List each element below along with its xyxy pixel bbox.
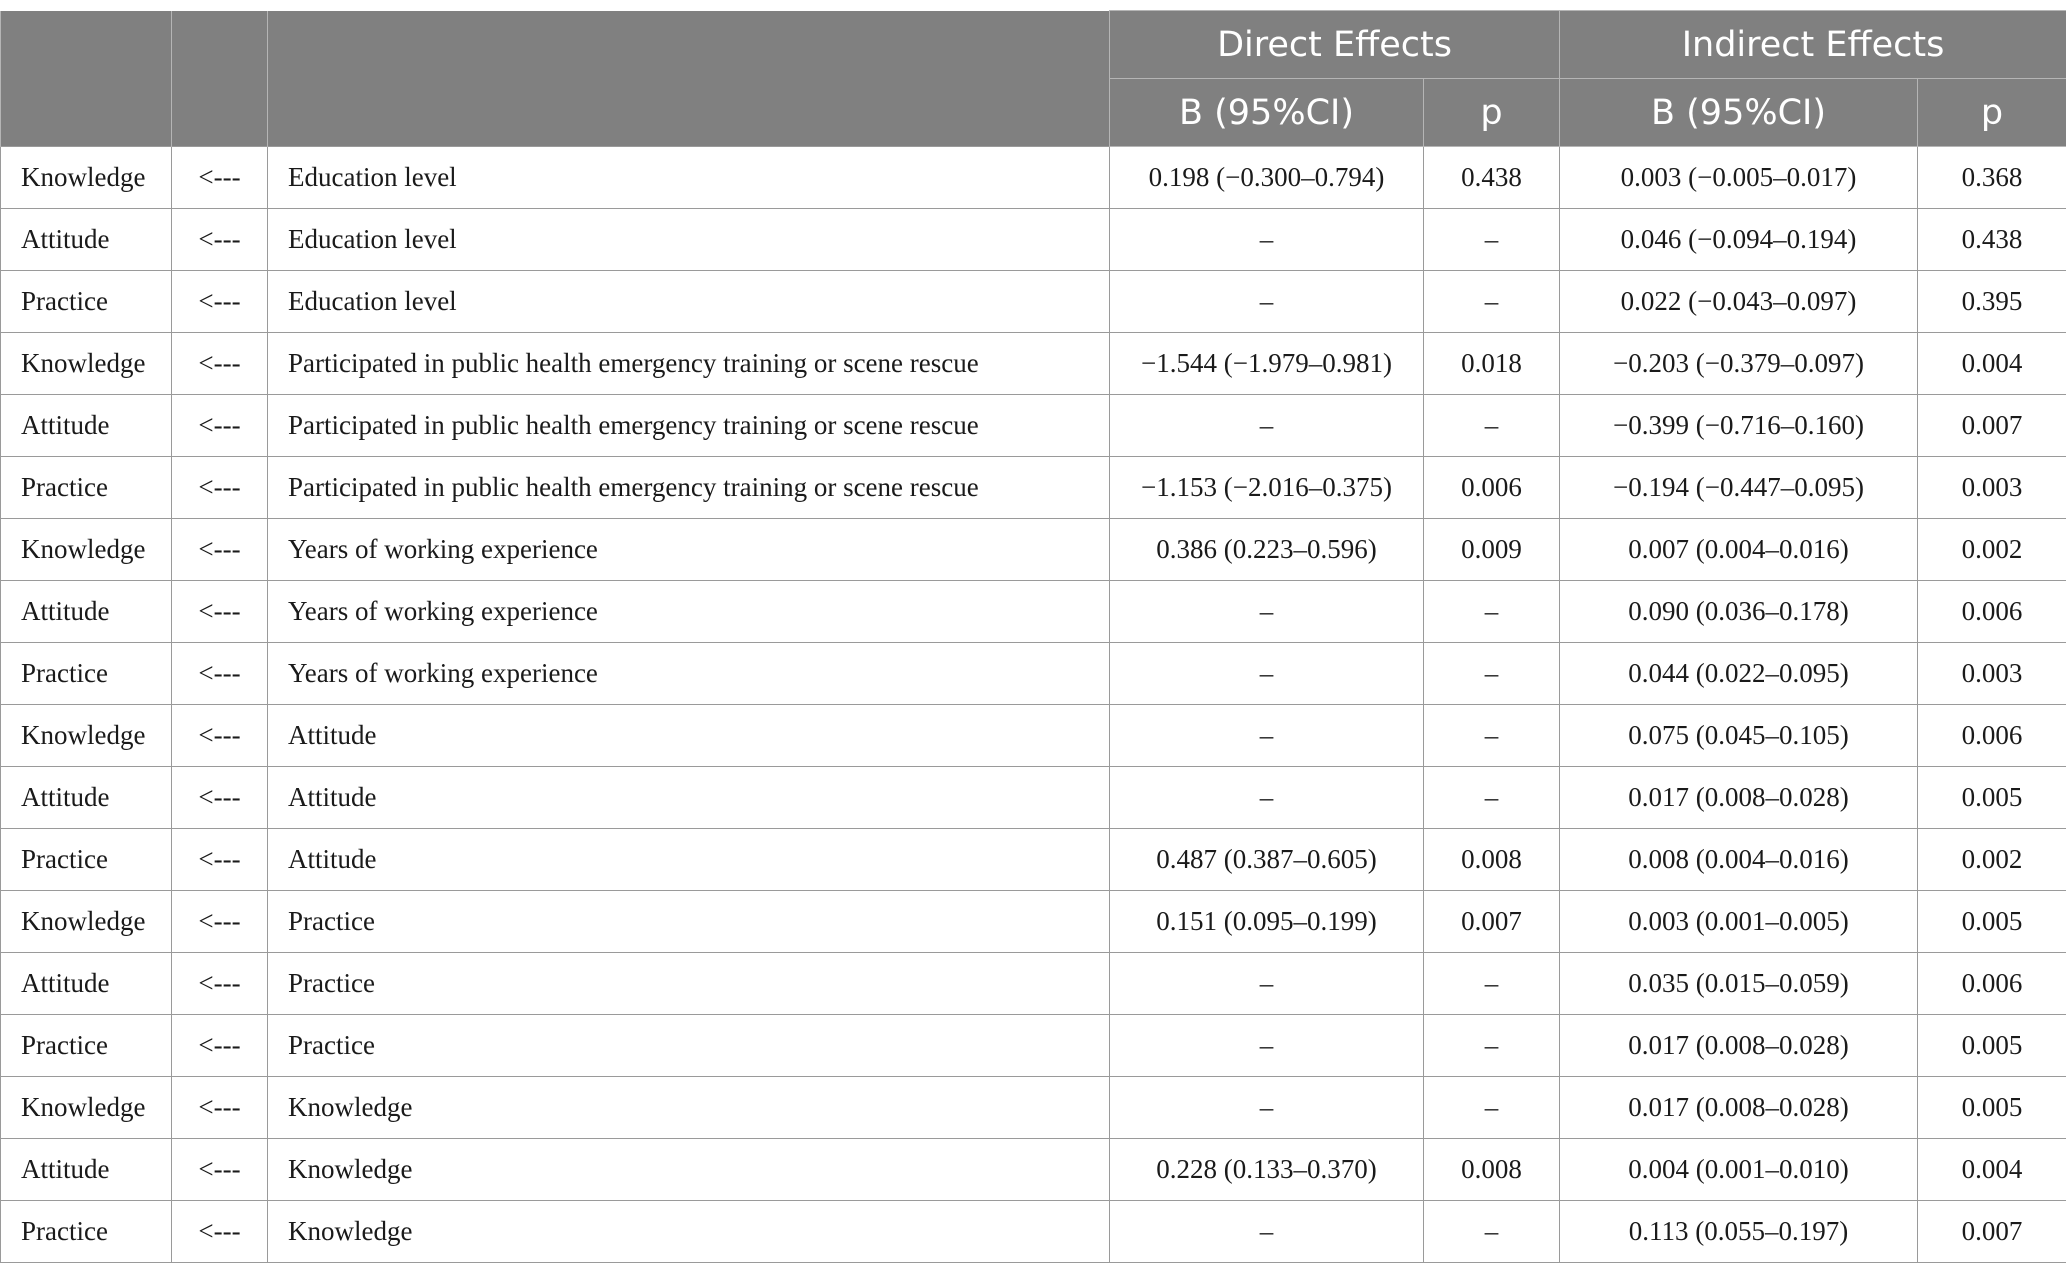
cell-direct-p: 0.438	[1424, 147, 1560, 209]
cell-direct-p: –	[1424, 767, 1560, 829]
cell-arrow: <---	[172, 829, 268, 891]
cell-predictor: Practice	[268, 1015, 1110, 1077]
cell-direct-p: –	[1424, 1201, 1560, 1263]
cell-direct-p: 0.007	[1424, 891, 1560, 953]
cell-indirect-b-ci: 0.046 (−0.094–0.194)	[1560, 209, 1918, 271]
cell-arrow: <---	[172, 767, 268, 829]
cell-indirect-p: 0.438	[1918, 209, 2066, 271]
cell-outcome: Knowledge	[1, 1077, 172, 1139]
cell-outcome: Knowledge	[1, 333, 172, 395]
cell-indirect-b-ci: −0.194 (−0.447–0.095)	[1560, 457, 1918, 519]
cell-arrow: <---	[172, 271, 268, 333]
cell-arrow: <---	[172, 891, 268, 953]
table-row	[1, 1077, 2066, 1139]
cell-indirect-b-ci: 0.044 (0.022–0.095)	[1560, 643, 1918, 705]
cell-indirect-b-ci: 0.003 (0.001–0.005)	[1560, 891, 1918, 953]
cell-direct-b-ci: −1.153 (−2.016–0.375)	[1110, 457, 1424, 519]
table-row	[1, 767, 2066, 829]
cell-predictor: Practice	[268, 891, 1110, 953]
header-indirect-p: p	[1918, 79, 2066, 147]
effects-table	[0, 10, 2066, 1263]
cell-arrow: <---	[172, 705, 268, 767]
cell-predictor: Years of working experience	[268, 581, 1110, 643]
cell-direct-p: –	[1424, 643, 1560, 705]
cell-outcome: Practice	[1, 1201, 172, 1263]
cell-predictor: Attitude	[268, 705, 1110, 767]
cell-arrow: <---	[172, 1201, 268, 1263]
cell-direct-b-ci: –	[1110, 953, 1424, 1015]
cell-indirect-b-ci: 0.075 (0.045–0.105)	[1560, 705, 1918, 767]
cell-direct-b-ci: –	[1110, 1201, 1424, 1263]
cell-outcome: Attitude	[1, 1139, 172, 1201]
cell-arrow: <---	[172, 1015, 268, 1077]
cell-indirect-b-ci: 0.017 (0.008–0.028)	[1560, 1077, 1918, 1139]
cell-outcome: Practice	[1, 829, 172, 891]
cell-indirect-p: 0.005	[1918, 1077, 2066, 1139]
cell-indirect-p: 0.002	[1918, 829, 2066, 891]
cell-direct-p: –	[1424, 1077, 1560, 1139]
cell-indirect-b-ci: 0.004 (0.001–0.010)	[1560, 1139, 1918, 1201]
cell-direct-b-ci: −1.544 (−1.979–0.981)	[1110, 333, 1424, 395]
table-row	[1, 457, 2066, 519]
table-body	[1, 147, 2066, 1263]
header-blank-arrow	[172, 11, 268, 147]
cell-indirect-b-ci: 0.035 (0.015–0.059)	[1560, 953, 1918, 1015]
header-direct-b-ci: B (95%CI)	[1110, 79, 1424, 147]
cell-indirect-b-ci: 0.022 (−0.043–0.097)	[1560, 271, 1918, 333]
table-row	[1, 829, 2066, 891]
cell-outcome: Practice	[1, 457, 172, 519]
cell-indirect-b-ci: 0.007 (0.004–0.016)	[1560, 519, 1918, 581]
cell-indirect-p: 0.004	[1918, 333, 2066, 395]
cell-direct-p: –	[1424, 953, 1560, 1015]
cell-direct-p: –	[1424, 705, 1560, 767]
table-row	[1, 209, 2066, 271]
cell-direct-p: 0.009	[1424, 519, 1560, 581]
cell-predictor: Education level	[268, 147, 1110, 209]
table-row	[1, 333, 2066, 395]
table-row	[1, 643, 2066, 705]
cell-indirect-b-ci: 0.003 (−0.005–0.017)	[1560, 147, 1918, 209]
cell-indirect-p: 0.005	[1918, 891, 2066, 953]
cell-indirect-p: 0.005	[1918, 1015, 2066, 1077]
cell-direct-b-ci: –	[1110, 271, 1424, 333]
cell-predictor: Participated in public health emergency training or scene rescue	[268, 457, 1110, 519]
cell-outcome: Practice	[1, 271, 172, 333]
cell-indirect-p: 0.395	[1918, 271, 2066, 333]
cell-predictor: Knowledge	[268, 1139, 1110, 1201]
cell-arrow: <---	[172, 147, 268, 209]
cell-indirect-b-ci: 0.017 (0.008–0.028)	[1560, 1015, 1918, 1077]
cell-predictor: Attitude	[268, 829, 1110, 891]
cell-indirect-b-ci: 0.090 (0.036–0.178)	[1560, 581, 1918, 643]
cell-predictor: Knowledge	[268, 1077, 1110, 1139]
cell-predictor: Years of working experience	[268, 643, 1110, 705]
cell-predictor: Education level	[268, 209, 1110, 271]
cell-indirect-p: 0.006	[1918, 581, 2066, 643]
cell-indirect-p: 0.003	[1918, 457, 2066, 519]
cell-arrow: <---	[172, 643, 268, 705]
cell-direct-p: –	[1424, 581, 1560, 643]
table-row	[1, 519, 2066, 581]
cell-predictor: Participated in public health emergency training or scene rescue	[268, 395, 1110, 457]
header-indirect-b-ci: B (95%CI)	[1560, 79, 1918, 147]
cell-indirect-b-ci: 0.113 (0.055–0.197)	[1560, 1201, 1918, 1263]
cell-outcome: Attitude	[1, 209, 172, 271]
header-blank-predictor	[268, 11, 1110, 147]
cell-direct-b-ci: 0.228 (0.133–0.370)	[1110, 1139, 1424, 1201]
cell-arrow: <---	[172, 581, 268, 643]
header-row-groups	[1, 11, 2066, 79]
cell-direct-p: –	[1424, 209, 1560, 271]
cell-direct-p: 0.006	[1424, 457, 1560, 519]
cell-outcome: Knowledge	[1, 147, 172, 209]
cell-outcome: Knowledge	[1, 891, 172, 953]
table-row	[1, 1201, 2066, 1263]
cell-direct-b-ci: –	[1110, 581, 1424, 643]
cell-direct-p: –	[1424, 271, 1560, 333]
cell-direct-p: 0.018	[1424, 333, 1560, 395]
cell-direct-b-ci: –	[1110, 209, 1424, 271]
cell-outcome: Attitude	[1, 395, 172, 457]
cell-direct-b-ci: 0.386 (0.223–0.596)	[1110, 519, 1424, 581]
header-blank-outcome	[1, 11, 172, 147]
cell-indirect-p: 0.006	[1918, 705, 2066, 767]
cell-indirect-p: 0.006	[1918, 953, 2066, 1015]
cell-indirect-p: 0.368	[1918, 147, 2066, 209]
table-row	[1, 395, 2066, 457]
table-row	[1, 581, 2066, 643]
cell-direct-p: 0.008	[1424, 829, 1560, 891]
effects-table-container	[0, 10, 2066, 1263]
cell-outcome: Practice	[1, 643, 172, 705]
cell-indirect-b-ci: 0.017 (0.008–0.028)	[1560, 767, 1918, 829]
cell-indirect-p: 0.007	[1918, 1201, 2066, 1263]
cell-arrow: <---	[172, 1077, 268, 1139]
cell-indirect-p: 0.007	[1918, 395, 2066, 457]
cell-direct-b-ci: 0.487 (0.387–0.605)	[1110, 829, 1424, 891]
cell-arrow: <---	[172, 457, 268, 519]
table-row	[1, 891, 2066, 953]
cell-outcome: Knowledge	[1, 519, 172, 581]
cell-direct-b-ci: 0.151 (0.095–0.199)	[1110, 891, 1424, 953]
table-row	[1, 1139, 2066, 1201]
cell-arrow: <---	[172, 519, 268, 581]
cell-outcome: Practice	[1, 1015, 172, 1077]
cell-indirect-b-ci: −0.203 (−0.379–0.097)	[1560, 333, 1918, 395]
cell-arrow: <---	[172, 209, 268, 271]
cell-indirect-p: 0.003	[1918, 643, 2066, 705]
cell-direct-b-ci: –	[1110, 767, 1424, 829]
table-row	[1, 1015, 2066, 1077]
cell-predictor: Participated in public health emergency training or scene rescue	[268, 333, 1110, 395]
cell-predictor: Education level	[268, 271, 1110, 333]
cell-direct-b-ci: –	[1110, 643, 1424, 705]
table-header	[1, 11, 2066, 147]
cell-direct-p: –	[1424, 395, 1560, 457]
cell-outcome: Knowledge	[1, 705, 172, 767]
cell-direct-b-ci: –	[1110, 705, 1424, 767]
cell-predictor: Attitude	[268, 767, 1110, 829]
cell-indirect-p: 0.005	[1918, 767, 2066, 829]
cell-direct-p: 0.008	[1424, 1139, 1560, 1201]
cell-arrow: <---	[172, 395, 268, 457]
cell-outcome: Attitude	[1, 581, 172, 643]
cell-predictor: Years of working experience	[268, 519, 1110, 581]
cell-direct-b-ci: 0.198 (−0.300–0.794)	[1110, 147, 1424, 209]
cell-arrow: <---	[172, 1139, 268, 1201]
table-row	[1, 147, 2066, 209]
cell-indirect-b-ci: −0.399 (−0.716–0.160)	[1560, 395, 1918, 457]
table-row	[1, 271, 2066, 333]
cell-indirect-b-ci: 0.008 (0.004–0.016)	[1560, 829, 1918, 891]
cell-direct-b-ci: –	[1110, 1015, 1424, 1077]
cell-predictor: Knowledge	[268, 1201, 1110, 1263]
cell-predictor: Practice	[268, 953, 1110, 1015]
cell-indirect-p: 0.004	[1918, 1139, 2066, 1201]
table-row	[1, 953, 2066, 1015]
header-direct-p: p	[1424, 79, 1560, 147]
header-indirect-effects: Indirect Effects	[1560, 11, 2066, 79]
cell-outcome: Attitude	[1, 953, 172, 1015]
cell-arrow: <---	[172, 333, 268, 395]
cell-indirect-p: 0.002	[1918, 519, 2066, 581]
cell-direct-b-ci: –	[1110, 1077, 1424, 1139]
cell-outcome: Attitude	[1, 767, 172, 829]
cell-arrow: <---	[172, 953, 268, 1015]
cell-direct-p: –	[1424, 1015, 1560, 1077]
cell-direct-b-ci: –	[1110, 395, 1424, 457]
header-direct-effects: Direct Effects	[1110, 11, 1560, 79]
table-row	[1, 705, 2066, 767]
